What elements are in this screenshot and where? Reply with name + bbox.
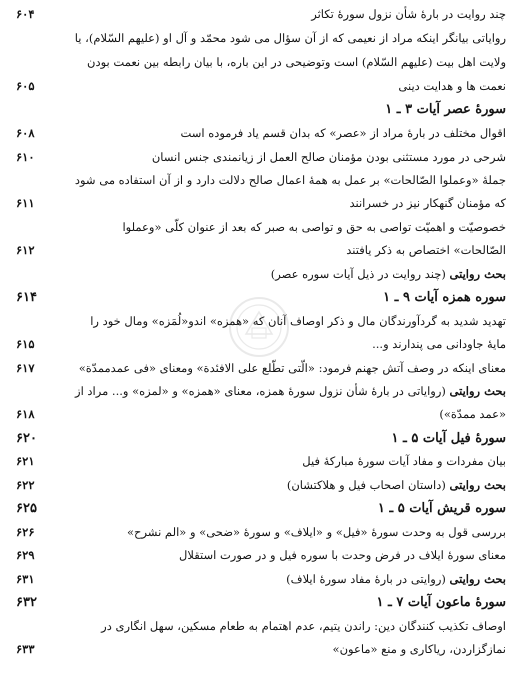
entry-detail: (روایاتی در بارهٔ شأن نزول سورهٔ همزه، معنای «همزه» و «لمزه» و... مراد از (75, 384, 450, 398)
entry-text: بررسی قول به وحدت سورهٔ «فیل» و «ایلاف» و سورهٔ «ضحی» و «الم نشرح» (127, 525, 506, 539)
entry-text: روایاتی بیانگر اینکه مراد از نعیمی که از آن سؤال می شود محمّد و آل او (علیهم السّلام)، یا (74, 31, 506, 45)
page-number: ۶۲۲ (16, 478, 35, 492)
entry-lead: بحث روایتی (449, 478, 506, 492)
entry-text: که مؤمنان گنهکار نیز در خسرانند (349, 196, 506, 210)
heading-text: سورهٔ فیل آیات ۵ ـ ۱ (391, 431, 506, 446)
entry-text (271, 266, 506, 283)
entry-detail: (چند روایت در ذیل آیات سوره عصر) (270, 267, 450, 281)
entry-text: ولایت اهل بیت (علیهم السّلام) است وتوضیحی در این باره، با بیان رابطه بین نعمت بودن (87, 55, 506, 69)
entry-text: اوصاف تکذیب کنندگان دین: راندن یتیم، عدم اهتمام به طعام مسکین، سهل انگاری در (101, 619, 506, 633)
entry-lead: بحث روایتی (449, 267, 506, 281)
entry-text (287, 477, 506, 494)
page-number: ۶۱۰ (16, 150, 35, 164)
page-number: ۶۱۴ (16, 290, 37, 305)
entry-detail: (داستان اصحاب فیل و هلاکتشان) (286, 478, 450, 492)
heading-text: سوره همزه آیات ۹ ـ ۱ (383, 290, 506, 305)
page-number: ۶۲۵ (16, 501, 37, 516)
entry-text: نمازگزاردن، ریاکاری و منع «ماعون» (332, 642, 506, 656)
entry-text (75, 383, 506, 400)
entry-lead: بحث روایتی (449, 384, 506, 398)
page-number: ۶۱۸ (16, 407, 35, 421)
library-seal-watermark (228, 296, 290, 358)
entry-detail: (روایتی در بارهٔ مفاد سورهٔ ایلاف) (286, 572, 450, 586)
heading-text: سورهٔ ماعون آیات ۷ ـ ۱ (376, 595, 506, 610)
page-number: ۶۰۸ (16, 126, 35, 140)
entry-text: خصوصیّت و اهمیّت تواصی به حق و تواصی به صبر که بعد از عنوان کلّی «وعملوا (122, 220, 506, 234)
entry-text: «عمد ممدّة») (439, 407, 506, 421)
page-number: ۶۲۰ (16, 431, 37, 446)
entry-text: تهدید شدید به گردآورندگان مال و ذکر اوصاف آنان که «همزه» اندو«لُمَزه» ومال خود را (90, 314, 506, 328)
entry-lead: بحث روایتی (449, 572, 506, 586)
page-number: ۶۱۲ (16, 243, 35, 257)
page-number: ۶۰۵ (16, 79, 35, 93)
page-number: ۶۰۴ (16, 7, 35, 21)
heading-text: سورهٔ عصر آیات ۳ ـ ۱ (385, 102, 506, 117)
page-number: ۶۱۱ (16, 196, 35, 210)
entry-text: الصّالحات» اختصاص به ذکر یافتند (346, 243, 506, 257)
entry-text: مایهٔ جاودانی می پندارند و... (372, 337, 506, 351)
entry-text: معنای اینکه در وصف آتش جهنم فرمود: «الّتی تطّلع علی الافئدة» ومعنای «فی عمدممدّة» (78, 361, 506, 375)
entry-text (286, 571, 506, 588)
heading-text: سوره قریش آیات ۵ ـ ۱ (377, 501, 506, 516)
entry-text: جملهٔ «وعملوا الصّالحات» بر عمل به همهٔ اعمال صالح دلالت دارد و از آن استفاده می شود (74, 173, 506, 187)
page-number: ۶۱۵ (16, 337, 35, 351)
entry-text: نعمت ها و هدایت دینی (398, 79, 506, 93)
page-number: ۶۱۷ (16, 361, 35, 375)
entry-text: اقوال مختلف در بارهٔ مراد از «عصر» که بدان قسم یاد فرموده است (180, 126, 506, 140)
page-number: ۶۲۱ (16, 454, 35, 468)
entry-text: معنای سورهٔ ایلاف در فرض وحدت با سوره فیل و در صورت استقلال (178, 548, 506, 562)
page-number: ۶۲۹ (16, 548, 35, 562)
page-number: ۶۳۲ (16, 595, 37, 610)
entry-text: چند روایت در بارهٔ شأن نزول سورهٔ تکاثر (311, 7, 506, 21)
page-number: ۶۳۱ (16, 572, 35, 586)
entry-text: بیان مفردات و مفاد آیات سورهٔ مبارکهٔ فیل (302, 454, 506, 468)
page-number: ۶۳۳ (16, 642, 35, 656)
entry-text: شرحی در مورد مستثنی بودن مؤمنان صالح العمل از زیانمندی جنس انسان (151, 150, 506, 164)
page-number: ۶۲۶ (16, 525, 35, 539)
